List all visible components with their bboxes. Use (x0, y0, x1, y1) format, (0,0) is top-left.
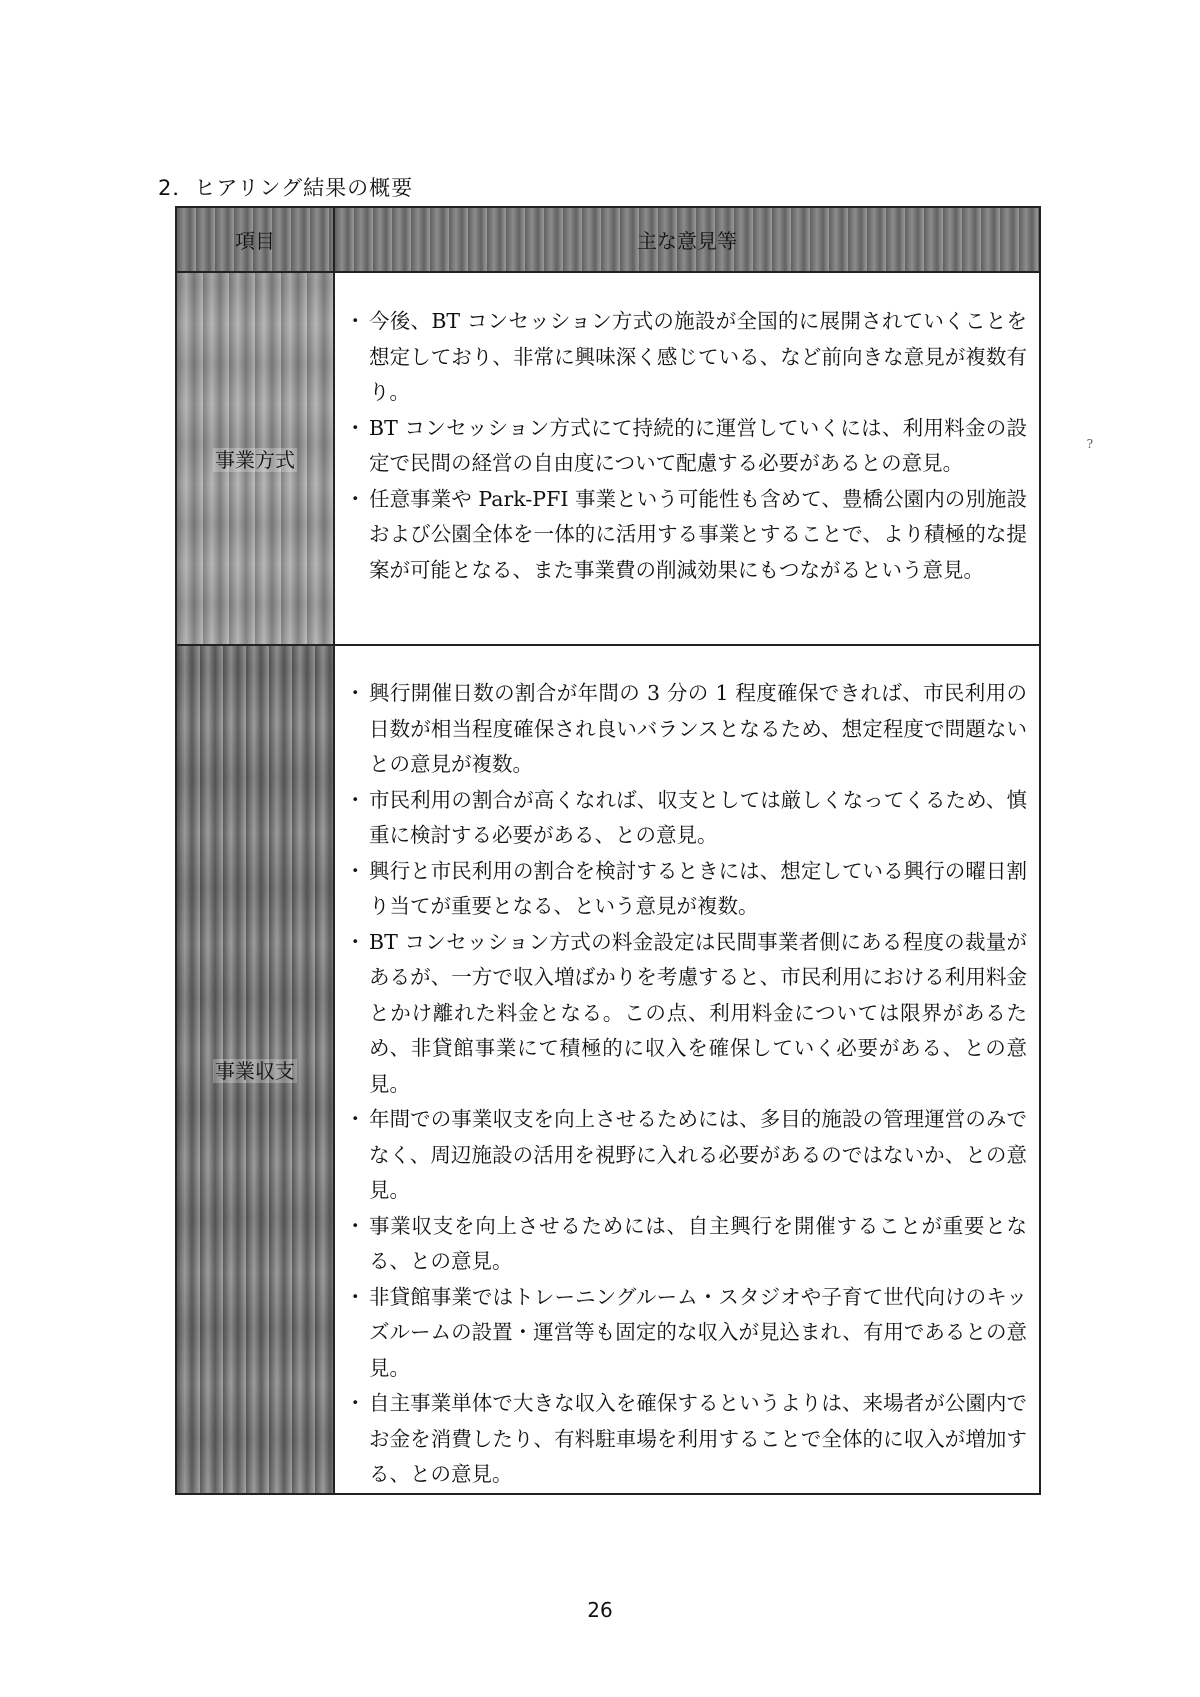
opinion-item: ・ BT コンセッション方式にて持続的に運営していくには、利用料金の設定で民間の経営の自由度について配慮する必要があるとの意見。 (347, 411, 1027, 482)
opinion-list (335, 646, 1039, 1493)
opinion-item: ・ 興行と市民利用の割合を検討するときには、想定している興行の曜日割り当てが重要となる、という意見が複数。 (347, 854, 1027, 925)
opinion-item: ・ 年間での事業収支を向上させるためには、多目的施設の管理運営のみでなく、周辺施設の活用を視野に入れる必要があるのではないか、との意見。 (347, 1102, 1027, 1209)
opinion-item: ・ 興行開催日数の割合が年間の 3 分の 1 程度確保できれば、市民利用の日数が相当程度確保され良いバランスとなるため、想定程度で問題ないとの意見が複数。 (347, 676, 1027, 783)
page-number: 26 (587, 1598, 613, 1622)
opinions-cell (334, 645, 1040, 1494)
table-header-row (176, 207, 1040, 272)
hearing-results-table (175, 206, 1041, 1495)
item-cell (176, 645, 334, 1494)
item-label: 事業収支 (215, 1058, 295, 1083)
table-row (176, 645, 1040, 1494)
section-heading: 2．ヒアリング結果の概要 (158, 176, 414, 200)
table-row (176, 272, 1040, 645)
item-cell (176, 272, 334, 645)
header-item: 項目 (176, 207, 334, 272)
opinions-cell (334, 272, 1040, 645)
header-opinions: 主な意見等 (334, 207, 1040, 272)
opinion-item: ・ 今後、BT コンセッション方式の施設が全国的に展開されていくことを想定しており、非常に興味深く感じている、など前向きな意見が複数有り。 (347, 304, 1027, 411)
stray-pen-mark: ? (1086, 437, 1093, 451)
item-label: 事業方式 (215, 448, 295, 472)
opinion-item: ・ 任意事業や Park-PFI 事業という可能性も含めて、豊橋公園内の別施設および公園全体を一体的に活用する事業とすることで、より積極的な提案が可能となる、また事業費の削減効果にもつながるという意見。 (347, 482, 1027, 589)
opinion-item: ・ BT コンセッション方式の料金設定は民間事業者側にある程度の裁量があるが、一方で収入増ばかりを考慮すると、市民利用における利用料金とかけ離れた料金となる。この点、利用料金については限界があるため、非貸館事業にて積極的に収入を確保していく必要がある、との意見。 (347, 925, 1027, 1103)
opinion-list (335, 273, 1039, 588)
opinion-item: ・ 自主事業単体で大きな収入を確保するというよりは、来場者が公園内でお金を消費したり、有料駐車場を利用することで全体的に収入が増加する、との意見。 (347, 1386, 1027, 1493)
opinion-item: ・ 非貸館事業ではトレーニングルーム・スタジオや子育て世代向けのキッズルームの設置・運営等も固定的な収入が見込まれ、有用であるとの意見。 (347, 1280, 1027, 1387)
opinion-item: ・ 事業収支を向上させるためには、自主興行を開催することが重要となる、との意見。 (347, 1209, 1027, 1280)
opinion-item: ・ 市民利用の割合が高くなれば、収支としては厳しくなってくるため、慎重に検討する必要がある、との意見。 (347, 783, 1027, 854)
